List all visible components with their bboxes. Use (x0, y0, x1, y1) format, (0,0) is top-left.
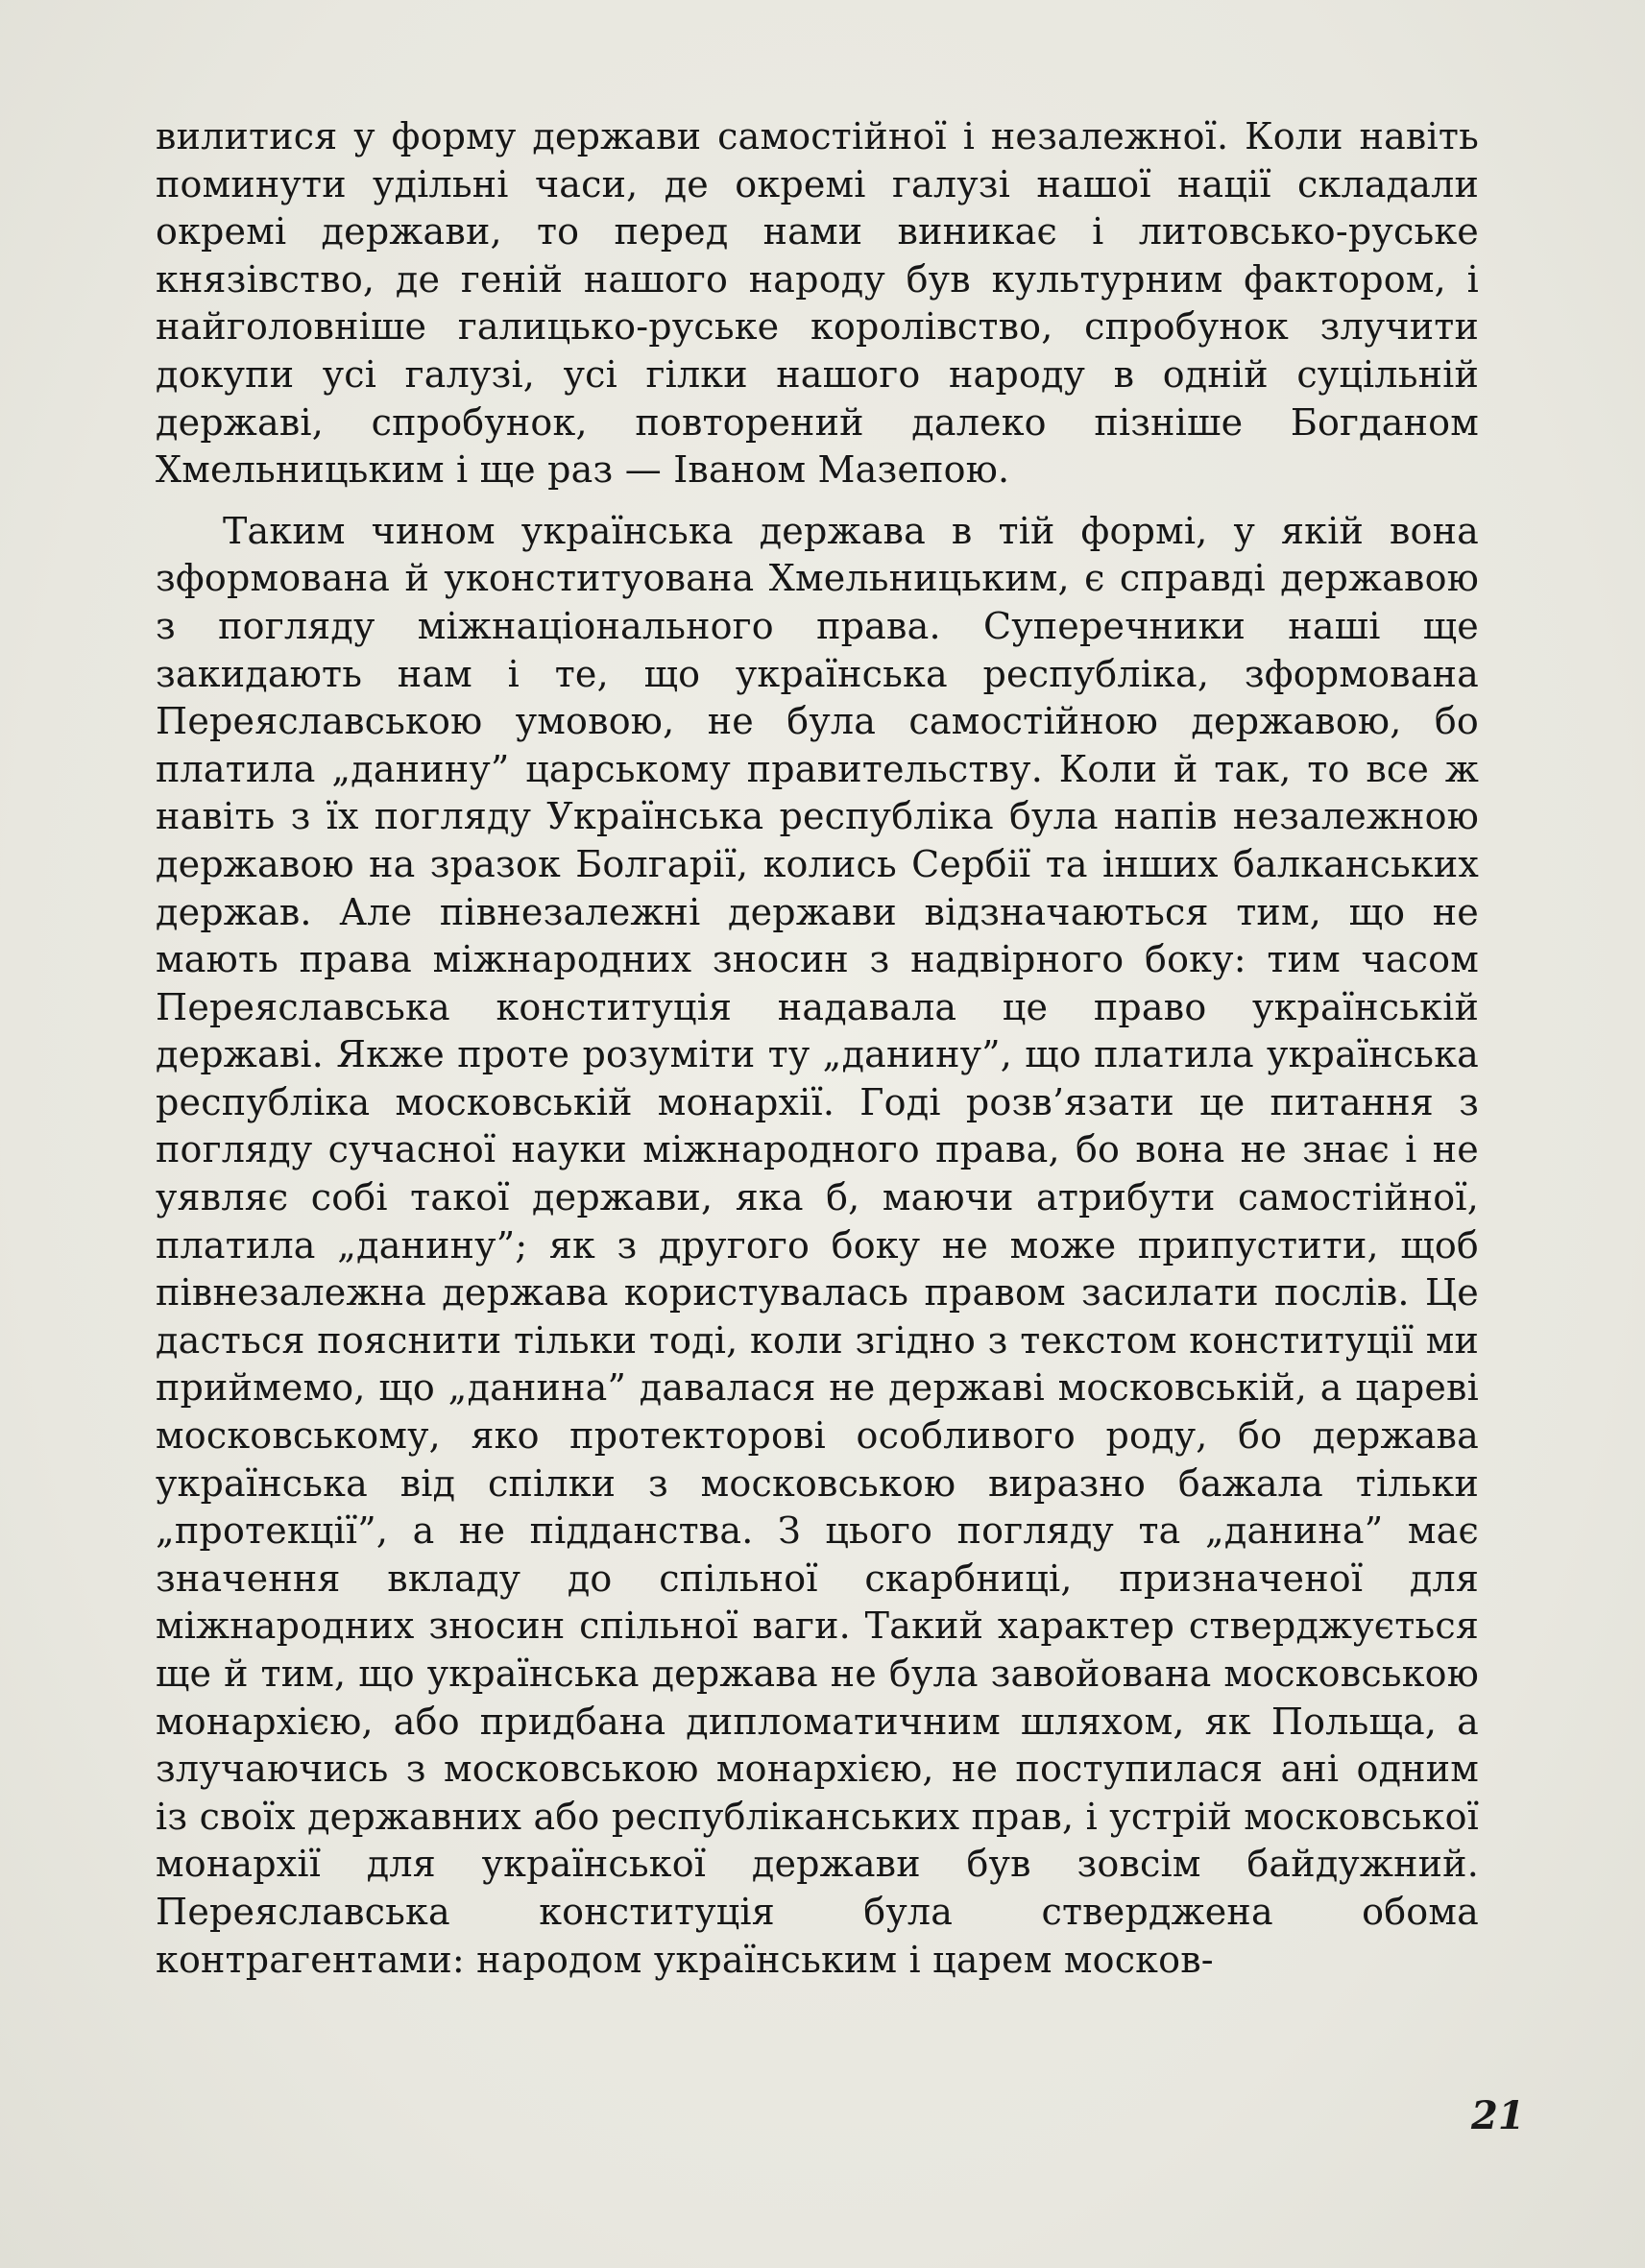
body-text (156, 113, 1479, 1984)
page-number: 21 (1471, 2093, 1525, 2138)
paragraph-2: Таким чином українська держава в тій формі, у якій вона зформована й уконституована Хмельницьким, є справді державою з погляду міжнаціонального права. Суперечники наші ще закидають нам і те, що українська республіка, зформована Переяславською умовою, не була самостійною державою, бо платила „данину” царському правительству. Коли й так, то все ж навіть з їх погляду Українська республіка була напів незалежною державою на зразок Болгарії, колись Сербії та інших балканських держав. Але півнезалежні держави відзначаються тим, що не мають права міжнародних зносин з надвірного боку: тим часом Переяславська конституція надавала це право українській державі. Якже проте розуміти ту „данину”, що платила українська республіка московській монархії. Годі розв’язати це питання з погляду сучасної науки міжнародного права, бо вона не знає і не уявляє собі такої держави, яка б, маючи атрибути самостійної, платила „данину”; як з другого боку не може припустити, щоб півнезалежна держава користувалась правом засилати послів. Це дасться пояснити тільки тоді, коли згідно з текстом конституції ми приймемо, що „данина” давалася не державі московській, а цареві московському, яко протекторові особливого роду, бо держава українська від спілки з московською виразно бажала тільки „протекції”, а не підданства. З цього погляду та „данина” має значення вкладу до спільної скарбниці, призначеної для міжнародних зносин спільної ваги. Такий характер стверджується ще й тим, що українська держава не була завойована московською монархією, або придбана дипломатичним шляхом, як Польща, а злучаючись з московською монархією, не поступилася ані одним із своїх державних або республіканських прав, і устрій московської монархії для української держави був зовсім байдужний. Переяславська конституція була стверджена обома контрагентами: народом українським і царем москов- (156, 509, 1479, 1981)
paragraph-1: вилитися у форму держави самостійної і незалежної. Коли навіть поминути удільні часи, де окремі галузі нашої нації складали окремі держави, то перед нами виникає і литовсько-руське князівство, де геній нашого народу був культурним фактором, і найголовніше галицько-руське королівство, спробунок злучити докупи усі галузі, усі гілки нашого народу в одній суцільній державі, спробунок, повторений далеко пізніше Богданом Хмельницьким і ще раз — Іваном Мазепою. (156, 115, 1479, 492)
